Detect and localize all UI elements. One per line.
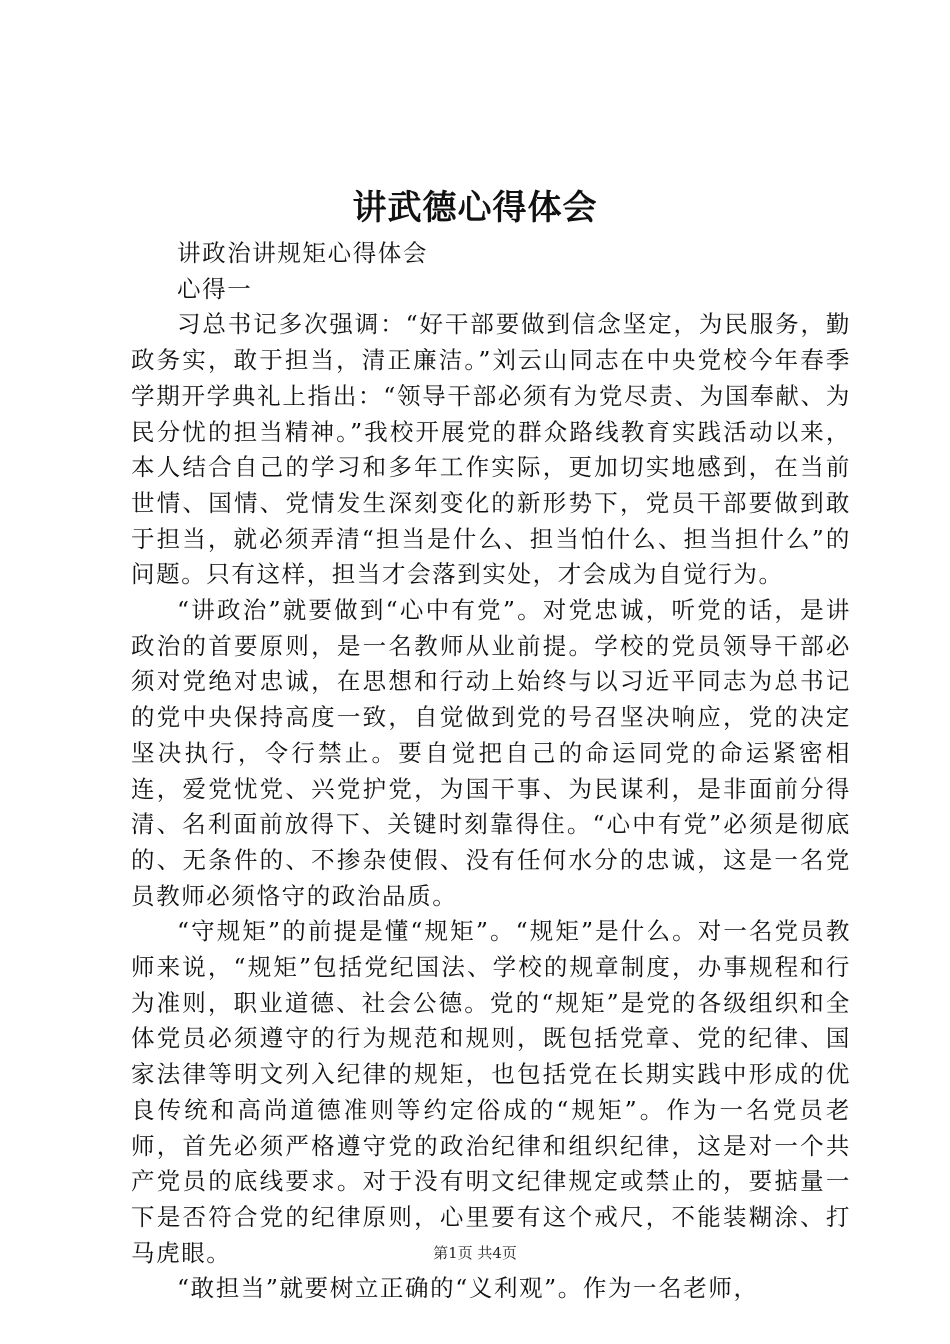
paragraph-3: “守规矩”的前提是懂“规矩”。“规矩”是什么。对一名党员教师来说，“规矩”包括党纪国法、学校的规章制度，办事规程和行为准则，职业道德、社会公德。党的“规矩”是党的各级组织和全体党员必须遵守的行为规范和规则，既包括党章、党的纪律、国家法律等明文列入纪律的规矩，也包括党在长期实践中形成的优良传统和高尚道德准则等约定俗成的“规矩”。作为一名党员老师，首先必须严格遵守党的政治纪律和组织纪律，这是对一个共产党员的底线要求。对于没有明文纪律规定或禁止的，要掂量一下是否符合党的纪律原则，心里要有这个戒尺，不能装糊涂、打马虎眼。 — [131, 917, 851, 1267]
paragraph-1: 习总书记多次强调：“好干部要做到信念坚定，为民服务，勤政务实，敢于担当，清正廉洁。”刘云山同志在中央党校今年春季学期开学典礼上指出：“领导干部必须有为党尽责、为国奉献、为民分忧的担当精神。”我校开展党的群众路线教育实践活动以来，本人结合自己的学习和多年工作实际，更加切实地感到，在当前世情、国情、党情发生深刻变化的新形势下，党员干部要做到敢于担当，就必须弄清“担当是什么、担当怕什么、担当担什么”的问题。只有这样，担当才会落到实处，才会成为自觉行为。 — [131, 310, 851, 589]
document-body — [131, 236, 851, 1307]
paragraph-4: “敢担当”就要树立正确的“义利观”。作为一名老师， — [177, 1274, 759, 1303]
document-subtitle: 讲政治讲规矩心得体会 — [177, 239, 428, 267]
page-footer: 第1页 共4页 — [433, 1244, 517, 1262]
document-title: 讲武德心得体会 — [352, 188, 598, 228]
section-label: 心得一 — [177, 274, 253, 303]
paragraph-2: “讲政治”就要做到“心中有党”。对党忠诚，听党的话，是讲政治的首要原则，是一名教师从业前提。学校的党员领导干部必须对党绝对忠诚，在思想和行动上始终与以习近平同志为总书记的党中央保持高度一致，自觉做到党的号召坚决响应，党的决定坚决执行，令行禁止。要自觉把自己的命运同党的命运紧密相连，爱党忧党、兴党护党，为国干事、为民谋利，是非面前分得清、名利面前放得下、关键时刻靠得住。“心中有党”必须是彻底的、无条件的、不掺杂使假、没有任何水分的忠诚，这是一名党员教师必须恪守的政治品质。 — [131, 596, 851, 910]
